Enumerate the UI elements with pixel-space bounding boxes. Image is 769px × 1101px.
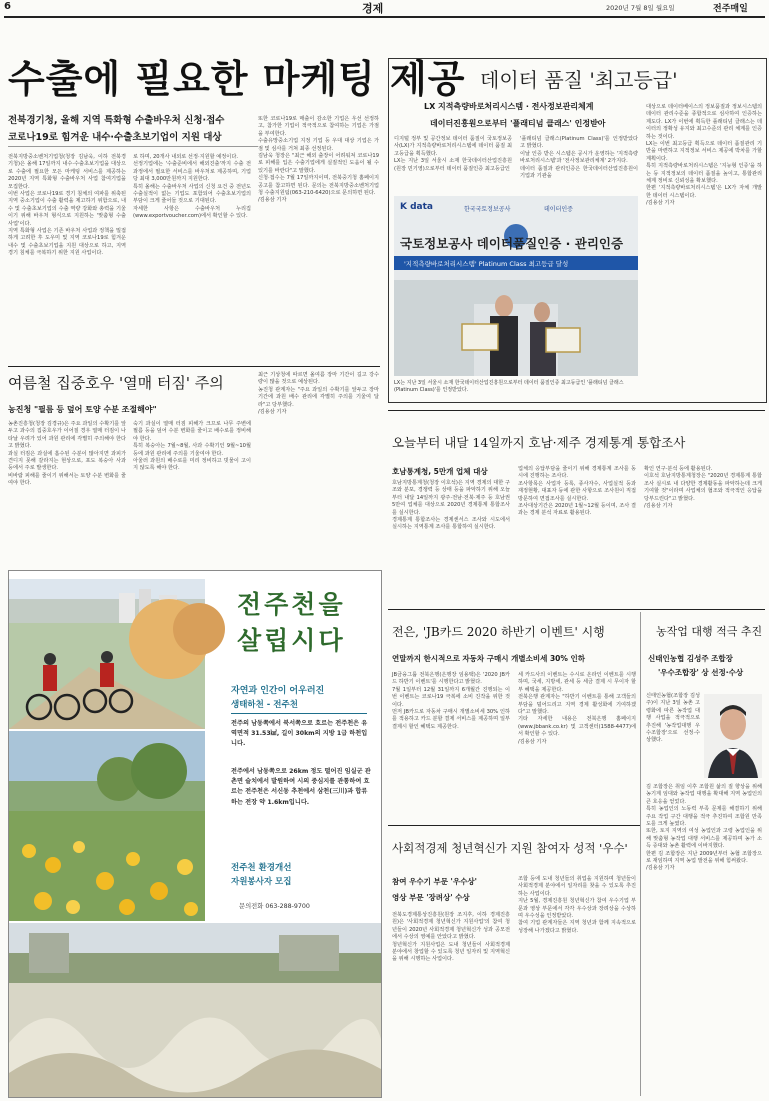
lx-award-photo [394,196,638,376]
article2-body-col3: 최근 기상청에 따르면 올여름 장마 기간이 길고 강수량이 많을 것으로 예상된다. 농진청 관계자는 "주요 과일의 수확기를 앞두고 장마 기간에 과원 배수 관리에 각별히 주의를 기울여 달라"고 당부했다. /김용삼 기자 [258,372,379,416]
article6-subtitle-2: 영상 부문 '장려상' 수상 [392,893,470,902]
jeonjucheon-ad [8,570,382,1098]
lx-feature-body-col3: 대상으로 데이터베이스의 정보품질과 정보시스템의 데이터 관리수준을 종합적으로 심사하여 인증하는 제도다. LX가 이번에 획득한 플래티넘 클래스는 데이터의 정확성 유지와 최고수준의 관리 체계를 인증하는 것이다. LX는 이번 최고등급 획득으로 데이터 품질관리 기반을 마련하고 지적정보 서비스 제공에 박차를 가할 계획이다. 특히 지적측량바로처리시스템은 '지능형 인증'을 하는 등 지적정보의 데이터 품질을 높이고, 통합관리체계 정비로 신뢰성을 확보했다. 한편 '지적측량바로처리시스템'은 LX가 자체 개발한 데이터 시스템이다. /김용삼 기자 [646,104,762,207]
article1-subtitle-2: 코로나19로 힘겨운 내수·수출초보기업이 지원 대상 [8,132,222,143]
article1-body-col2: 로 하며, 20개사 내외로 선정·지원할 예정이다. 선정기업에는 '수출준비에서 해외진출'까지 수출 전 과정에서 필요한 서비스를 바우처로 제공하며, 기업당 최대 3,000만원까지 지원한다. 특히 올해는 수출바우처 사업의 신청 요건 중 전년도 수출실적이 없는 기업도 포함되어 수출초보기업의 부담이 크게 줄어들 것으로 기대된다. 자세한 사항은 수출바우처 누리집(www.exportvoucher.com)에서 확인할 수 있다. [133,154,251,220]
article5-headline: 농작업 대행 적극 추진 [656,625,763,638]
award-banner-text: 국토정보공사 데이터품질인증 · 관리인증 [400,236,624,251]
article4-body-col2: 세 카드사의 이벤트는 수시로 온라인 이벤트를 시행하며, 국세, 지방세, 관세 등 세금 결제 시 무이자 할부 혜택을 제공한다. 전북은행 관계자는 "하반기 이벤트를 통해 고객들의 부담을 덜어드리고 지역 경제 활성화에 기여하겠다"고 말했다. 기타 자세한 내용은 전북은행 홈페이지(www.jbbank.co.kr) 및 고객센터(1588-4477)에서 확인할 수 있다. /김용삼 기자 [518,672,636,745]
issue-date: 2020년 7월 8일 월요일 [606,4,675,12]
article3-subtitle: 호남통계청, 5만개 업체 대상 [392,467,488,476]
lx-feature-body-col1: 디지털 정부 및 공간정보 데이터 품질이 국토정보공사(LX)가 지적측량바로처리시스템에 데이터 품질 최고등급을 획득했다. LX는 지난 3일 서울시 소재 한국데이터산업진흥원(원장 민기영)으로부터 데이터 품질인증 최고등급인 [394,136,512,172]
newspaper-brand: 전주매일 [713,4,748,14]
header-rule [4,16,765,18]
article1-body-col1: 전북지방중소벤처기업청(청장 김남욱, 이하 전북경기청)은 올해 17일까지 내수·수출초보기업을 대상으로 수출에 필요한 모든 마케팅 서비스를 제공하는 2020년 지역 특화형 수출바우처 사업 참여기업을 모집한다. 이번 사업은 코로나19로 경기 침체의 여파를 위축된 지역 중소기업이 수출 활력을 제고하기 위함으로, 내수 및 수출초보기업의 수출 역량 강화와 총력을 기울이기 위해 바우처 형식으로 지원하는 '맞춤형 수출 사업'이다. 지역 특화형 사업은 기존 바우처 사업과 정책을 밀접하게 고려한 후 도우미 및 지역 코로나19로 힘겨운 내수 및 수출초보기업을 지원 대상으로 하고, 지역 경기 침체를 극복하기 위한 지원 사업이다. [8,154,126,257]
cyclists-photo [9,579,205,729]
ad-contact-phone: 문의전화 063-288-9700 [239,903,310,910]
article2-top-rule [8,366,380,367]
lx-feature-sub1: LX 지적측량바로처리시스템 · 전사정보관리체계 [424,102,594,111]
article3-body-col3: 확인 연구·분석 등에 활용된다. 이호석 호남지방통계청장은 "2020년 경제통계 통합조사 실시로 내 다양한 경제활동을 파악하는데 크게 기여할 것"이라며 사업체의 협조와 적극적인 응답을 당부드린다"고 밝혔다. /김용삼 기자 [644,466,762,510]
lx-photo-caption: LX는 지난 3일 서울시 소재 한국데이터산업진흥원으로부터 데이터 품질인증 최고등급인 '플래티넘 클래스(Platinum Class)'를 인정받았다. [394,380,624,393]
article3-body-col1: 호남지방통계청(청장 이호석)은 지역 경제의 대한 구조와 분포, 경쟁력 등 상태 등을 파악하기 위해 오늘부터 내달 14일까지 광주·전남·전북·제주 등 호남권 5만여 업체를 대상으로 2020년 경제통계 통합조사를 실시한다. 경제통계 통합조사는 경제센서스 조사와 시도에서 실시하는 지역통계 조사를 통합하여 실시한다. [392,480,510,531]
ad-slogan-2: 생태하천 - 전주천 [231,700,298,710]
page-number: 6 [4,1,11,12]
article5-subtitle-1: 신태인농협 김성주 조합장 [648,654,733,663]
article3-headline: 오늘부터 내달 14일까지 호남·제주 경제통계 통합조사 [392,435,686,450]
ad-org-line1: 전주천 환경개선 [231,863,292,873]
article4-headline: 전은, 'JB카드 2020 하반기 이벤트' 시행 [392,625,605,639]
flowers-photo [9,731,205,921]
award-banner-subtext: '지적측량바로처리시스템' Platinum Class 최고등급 달성 [404,260,569,268]
article2-body-col1: 농촌진흥청(청장 김경규)은 주요 과일의 수확기를 앞두고 과수의 집중호우가 이어질 경우 열매 터짐이 나타날 우려가 있어 과원 관리에 각별히 주의해야 한다고 밝혔다. 과실 터짐은 과실에 흡수된 수분이 많아지면 과피가 견디지 못해 갈라지는 현상으로, 포도 복숭아 사과 등에서 주로 발생한다. 비바람 피해를 줄이기 위해서는 토양 수분 변화를 줄여야 한다. [8,421,126,487]
ad-description-2: 전주에서 남동쪽으로 26km 정도 떨어진 임실군 관촌면 슬치에서 발원하여 시의 중심지를 관통하여 흐르는 전주천은 서신동 추천에서 삼천(三川)과 합류하는 전장 약 1.6km입니다. [231,768,371,806]
ad-org-line2: 자원봉사자 모집 [231,877,292,887]
article3-body-col2: 업체의 응답부담을 줄이기 위해 경제통계 조사를 동시에 진행하는 조사다. 조사항목은 사업자 등록, 종사자수, 사업실적 등과 재정현황, 대표자 등에 관한 사항으로 조사원이 직접 방문하여 면접조사를 실시한다. 조사대상기간은 2020년 1월~12월 등이며, 조사 결과는 경제 분석 자료로 활용된다. [518,466,636,517]
lx-feature-title: 데이터 품질 '최고등급' [480,68,678,92]
article1-subtitle-1: 전북경기청, 올해 지역 특화형 수출바우처 신청·접수 [8,115,225,126]
article6-body-col2: 조합 등에 도내 청년들의 취업을 지원하며 청년들이 사회적경제 분야에서 일자리를 찾을 수 있도록 추진하는 사업이다. 지난 5월, 경제진흥원 청년혁신가 참여 우수기업 부문과 영상 부문에서 각각 우수상과 장려상을 수상하며 우수성을 인정받았다. 참여 기업 관계자들은 지역 청년과 함께 지속적으로 성장해 나가겠다고 밝혔다. [518,876,636,934]
article6-headline: 사회적경제 청년혁신가 지원 참여자 성적 '우수' [392,841,628,855]
ad-title-line2: 살립시다 [237,626,346,655]
article5-body-top: 신태인농협(조합장 김성주)이 지난 3일 농촌 고령화에 따른 농작업 대행 사업을 적극적으로 추진해 '농작업대행 우수조합장'으로 선정·수상했다. [646,693,702,744]
kdata-logo: K data [400,202,433,212]
ad-slogan-rule [231,713,367,714]
data-cert-logo: 데이터인증 [544,206,573,213]
article1-sub-rule [8,146,258,147]
section-label: 경제 [362,2,384,15]
chairman-portrait [704,694,762,778]
ad-title-line1: 전주천을 [237,590,346,619]
article5-divider [640,612,641,1096]
ad-description-1: 전주의 남동쪽에서 북서쪽으로 흐르는 전주천은 유역면적 31.53㎢, 길이 30km의 지방 1급 하천입니다. [231,720,368,748]
article1-headline: 수출에 필요한 마케팅 제공 [8,56,466,101]
article3-top-rule [388,410,765,411]
article5-body: 김 조합장은 취임 이후 조합원 삶의 질 향상을 위해 농기계 임대와 농작업 대행을 확대해 지역 농업인의 큰 호응을 얻었다. 특히 농업인의 노동력 부족 문제를 해결하기 위해 주요 작업 구간 대행을 적극 추진하여 조합원 만족도를 크게 높였다. 또한, 토지 지역의 여성 농업인과 고령 농업인을 위해 맞춤형 농작업 대행 서비스를 제공하며 농가 소득 증대와 농촌 활력에 이바지했다. 한편 김 조합장은 지난 2009년부터 농협 조합장으로 재임하며 지역 농업 발전을 위해 힘써왔다. /김용삼 기자 [646,784,762,872]
article1-body-col3: 또한 코로나19로 매출이 감소한 기업은 우선 선정하고, 참가한 기업이 적극적으로 참여하는 기업은 가점을 부여한다. 수출유망중소기업 지정 기업 등 우대 대상 기업은 가점 및 심사를 거쳐 최종 선정된다. 김남욱 청장은 "최근 해외 출장이 어려워져 코로나19로 피해를 입은 수출기업에게 실질적인 도움이 될 수 있기를 바란다"고 말했다. 신청·접수는 7월 17일까지이며, 전북중기청 홈페이지 공고를 참고하면 된다. 문의는 전북지방중소벤처기업청 수출지원팀(063-210-6420)으로 문의하면 된다. /김용삼 기자 [258,116,379,204]
article4-top-rule [388,609,765,610]
lx-feature-body-col2: '플래티넘 클래스(Platinum Class)'를 인정받았다고 밝혔다. 이날 인증 받은 시스템은 공시가 운영하는 '지적측량바로처리시스템'과 '전사정보관리체계' 2가지다. 데이터 품질과 관리인증은 한국데이터산업진흥원이 기업과 기관을 [520,136,638,180]
article2-headline: 여름철 집중호우 '열매 터짐' 주의 [8,374,224,392]
article6-body-col1: 전북도경제통상진흥원(원장 조지후, 이하 경제진흥원)은 '사회적경제 청년혁신가 지원사업'의 참여 청년들이 2020년 사회적경제 청년혁신가 성과 공모전에서 수상의 영예를 안았다고 밝혔다. 청년혁신가 지원사업은 도내 청년들이 사회적경제 분야에서 창업할 수 있도록 청년 일자리 및 지역혁신을 위해 시행하는 사업이다. [392,912,510,963]
ad-slogan-1: 자연과 인간이 어우러진 [231,686,325,696]
article2-subtitle: 농진청 "필름 등 덮어 토양 수분 조절해야" [8,405,157,414]
article4-subtitle: 연말까지 한시적으로 자동차 구매시 개별소비세 30% 인하 [392,654,586,663]
article6-top-rule [388,825,640,826]
article2-body-col2: 숙기 과실이 열매 터짐 피해가 크므로 나무 주변에 필름 등을 덮어 수분 변화를 줄이고 배수로를 정비해야 한다. 특히 복숭아는 7월~8월, 사과 수확기인 9월~10월 등에 과원 관리에 주의를 기울여야 한다. 아울러 과원의 배수로를 미리 정비하고 빗물이 고이지 않도록 해야 한다. [133,421,251,472]
page-header [0,0,769,14]
article4-body-col1: JB금융그룹 전북은행(은행장 임용택)은 '2020 JB카드 하반기 이벤트'를 시행한다고 밝혔다. 7월 1일부터 12월 31일까지 6개월간 진행되는 이번 이벤트는 코로나19 극복에 소비 진작을 위한 것이다. 먼저 JB카드로 자동차 구매시 개별소비세 30% 인하를 적용하고 카드 분할 결제 서비스를 제공하며 일부 결제시 할인 혜택도 제공한다. [392,672,510,730]
lx-logo-text: 한국국토정보공사 [464,206,511,213]
article5-subtitle-2: '우수조합장' 상 선정·수상 [658,668,744,677]
reeds-photo [9,923,381,1097]
article6-subtitle-1: 참여 우수기 부문 '우수상' [392,877,477,886]
lx-feature-sub2: 데이터진흥원으로부터 '플래티넘 클래스' 인정받아 [430,119,606,128]
